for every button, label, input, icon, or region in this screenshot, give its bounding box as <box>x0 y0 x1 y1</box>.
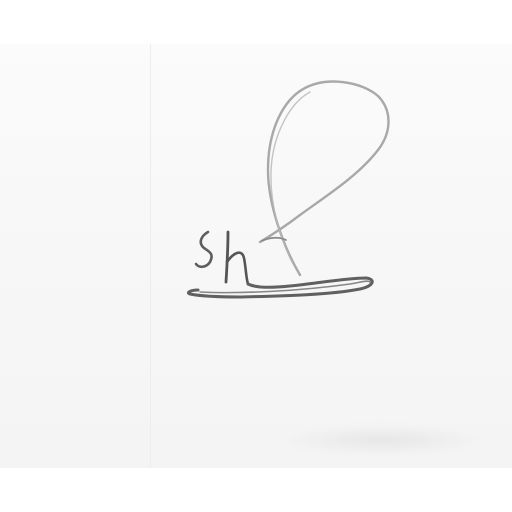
signature-letter-k-stem <box>226 232 228 282</box>
signature-underline-swoosh <box>188 278 372 297</box>
signature-loop-stroke <box>260 82 389 275</box>
signature-letter-s <box>196 232 212 267</box>
signature-loop-stroke-retrace <box>271 92 310 262</box>
signature-letter-k-arm <box>227 253 248 284</box>
